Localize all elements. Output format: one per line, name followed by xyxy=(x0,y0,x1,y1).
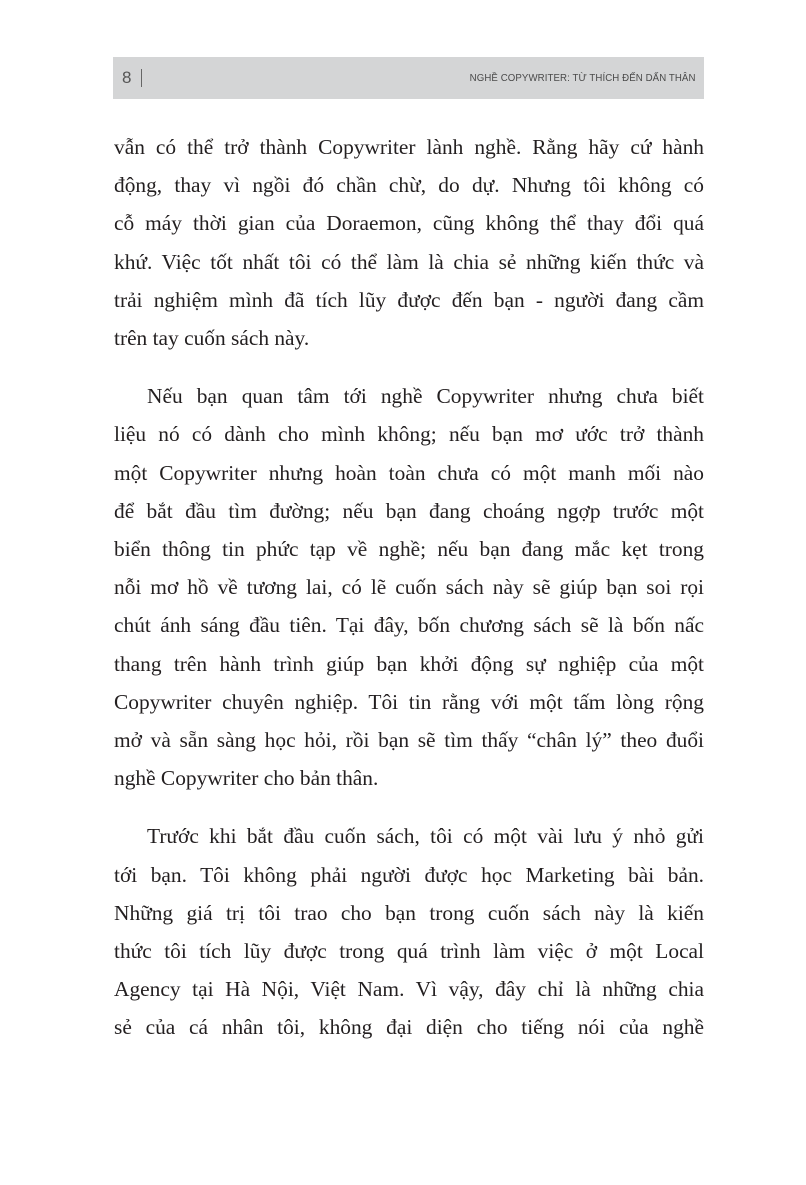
text-line: khứ. Việc tốt nhất tôi có thể làm là chia sẻ những kiến thức và xyxy=(114,249,704,274)
text-line: Agency tại Hà Nội, Việt Nam. Vì vậy, đây chỉ là những chia xyxy=(114,977,704,1002)
text-line: Nếu bạn quan tâm tới nghề Copywriter nhưng chưa biết xyxy=(147,384,704,409)
text-line: sẻ của cá nhân tôi, không đại diện cho tiếng nói của nghề xyxy=(114,1015,704,1040)
text-line: nỗi mơ hồ về tương lai, có lẽ cuốn sách này sẽ giúp bạn soi rọi xyxy=(114,575,704,600)
text-line: thức tôi tích lũy được trong quá trình làm việc ở một Local xyxy=(114,939,704,964)
text-line: trải nghiệm mình đã tích lũy được đến bạn - người đang cầm xyxy=(114,287,704,312)
book-title: NGHỀ COPYWRITER: TỪ THÍCH ĐẾN DẤN THÂN xyxy=(470,72,696,84)
paragraph xyxy=(114,817,704,1046)
text-line: một Copywriter nhưng hoàn toàn chưa có một manh mối nào xyxy=(114,460,704,485)
header-separator xyxy=(141,69,142,87)
text-line: tới bạn. Tôi không phải người được học Marketing bài bản. xyxy=(114,862,704,887)
text-line: động, thay vì ngồi đó chần chừ, do dự. Nhưng tôi không có xyxy=(114,173,704,198)
page-number: 8 xyxy=(122,68,132,87)
text-line: Những giá trị tôi trao cho bạn trong cuốn sách này là kiến xyxy=(114,900,704,925)
body-text xyxy=(114,128,704,1067)
text-line: vẫn có thể trở thành Copywriter lành nghề. Rằng hãy cứ hành xyxy=(114,135,704,159)
text-line: mở và sẵn sàng học hỏi, rồi bạn sẽ tìm thấy “chân lý” theo đuổi xyxy=(114,728,704,753)
text-line: biển thông tin phức tạp về nghề; nếu bạn đang mắc kẹt trong xyxy=(114,537,704,562)
text-line: Copywriter chuyên nghiệp. Tôi tin rằng với một tấm lòng rộng xyxy=(114,689,704,714)
text-line: cỗ máy thời gian của Doraemon, cũng không thể thay đổi quá xyxy=(114,211,704,236)
paragraph xyxy=(114,377,704,797)
text-line: trên tay cuốn sách này. xyxy=(114,326,310,351)
page-number-group xyxy=(122,68,142,88)
paragraph xyxy=(114,128,704,357)
text-line: thang trên hành trình giúp bạn khởi động sự nghiệp của một xyxy=(114,651,704,676)
text-line: Trước khi bắt đầu cuốn sách, tôi có một vài lưu ý nhỏ gửi xyxy=(147,824,704,849)
text-line: liệu nó có dành cho mình không; nếu bạn mơ ước trở thành xyxy=(114,422,704,447)
text-line: chút ánh sáng đầu tiên. Tại đây, bốn chương sách sẽ là bốn nấc xyxy=(114,613,704,638)
running-header xyxy=(113,57,704,99)
text-line: nghề Copywriter cho bản thân. xyxy=(114,766,379,791)
text-line: để bắt đầu tìm đường; nếu bạn đang choáng ngợp trước một xyxy=(114,498,704,523)
